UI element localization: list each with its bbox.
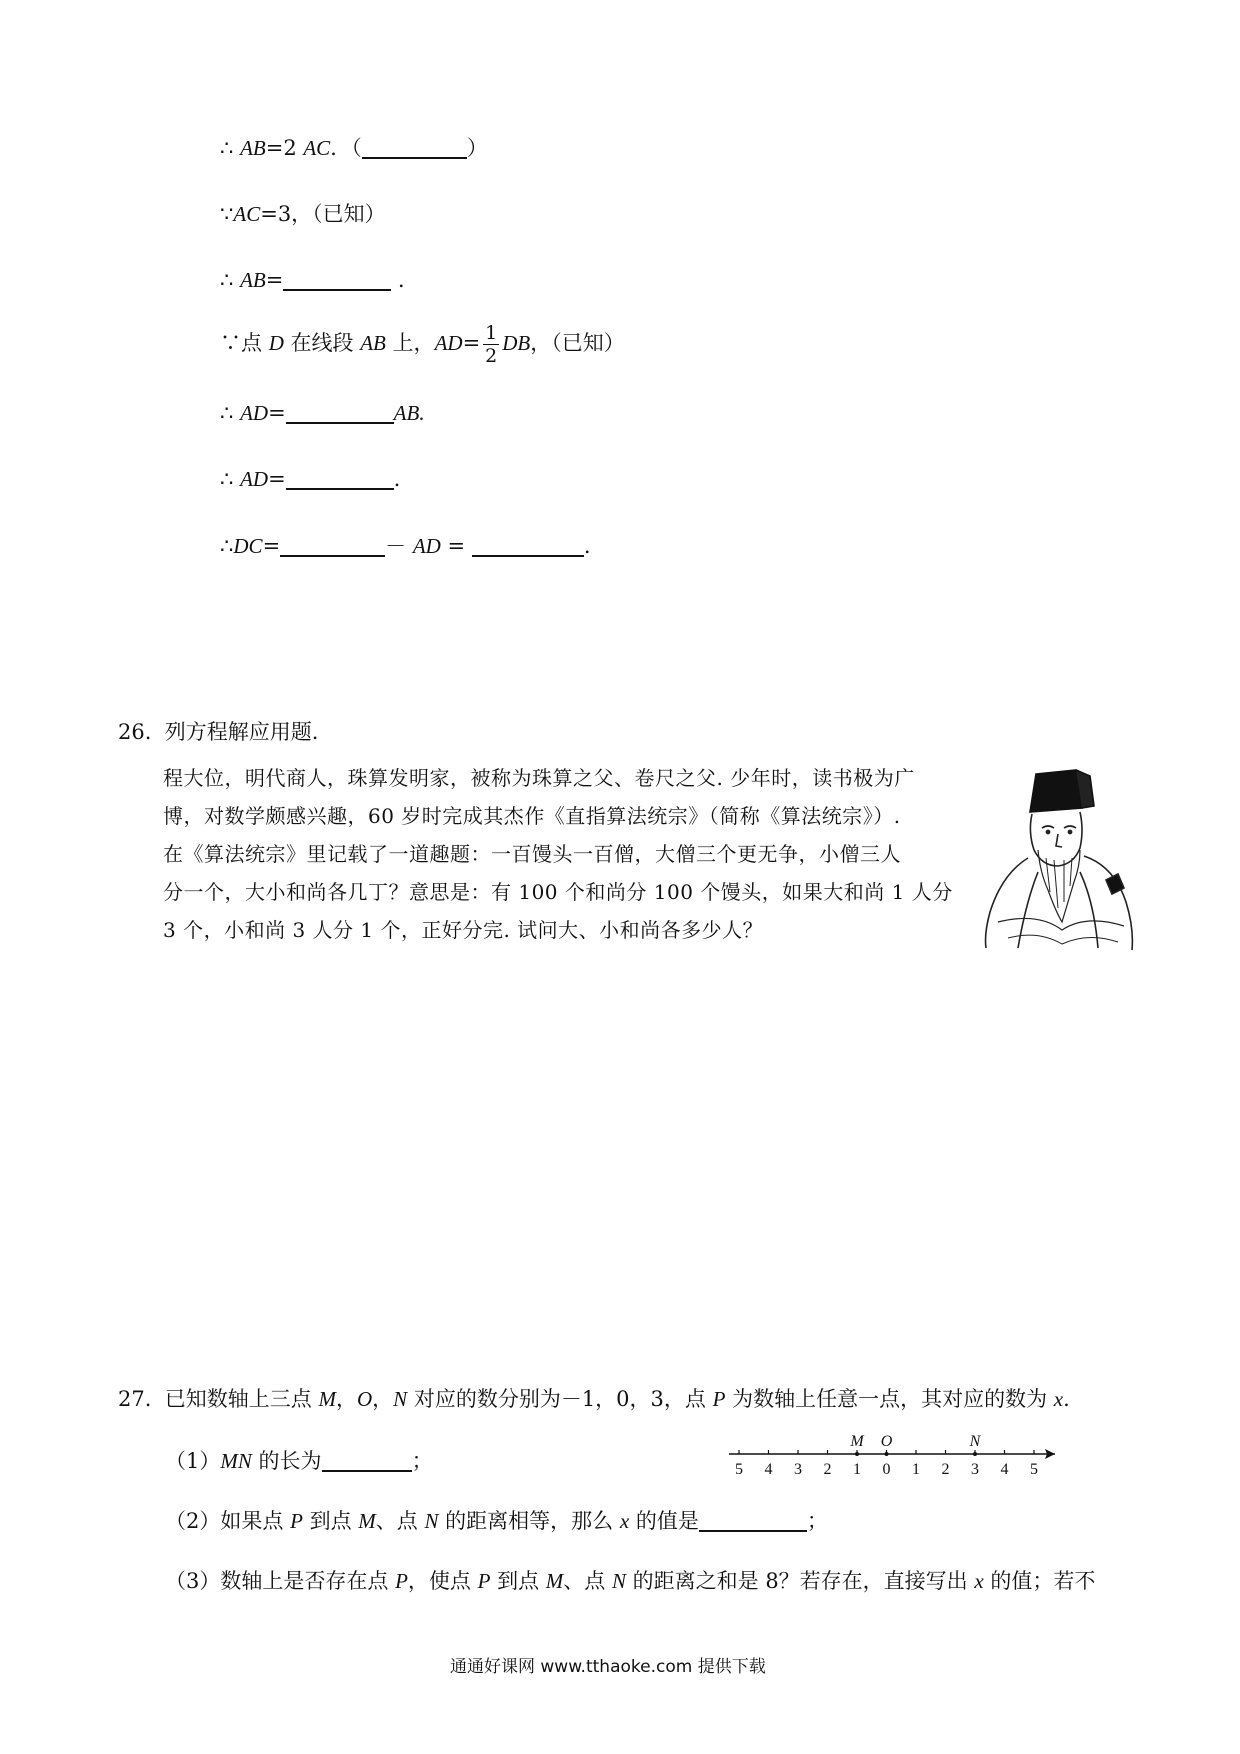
portrait-icon <box>978 762 1138 952</box>
because-symbol: ∵ <box>220 202 234 226</box>
q26-body <box>163 759 953 949</box>
answer-blank[interactable] <box>286 400 394 424</box>
number-line-tick-label: 3 <box>794 1461 802 1478</box>
therefore-symbol: ∴ <box>220 136 234 160</box>
number-line-tick-label: 3 <box>971 1461 979 1478</box>
number-line-tick-label: 5 <box>735 1461 743 1478</box>
q27-sub3: （3）数轴上是否存在点 P，使点 P 到点 M、点 N 的距离之和是 8？若存在，直接写出 x 的值；若不 <box>165 1569 1096 1593</box>
answer-blank[interactable] <box>286 466 394 490</box>
proof-line-6: ∴ AD= . <box>220 467 401 491</box>
fraction-one-half: $\frac{1}{2}$ <box>485 322 498 367</box>
number-line-tick-label: 4 <box>1000 1461 1009 1478</box>
proof-line-5: ∴ AD= AB. <box>220 401 425 425</box>
q26-line: 博，对数学颇感兴趣，60 岁时完成其杰作《直指算法统宗》（简称《算法统宗》）. <box>163 804 901 828</box>
question-number: 27. <box>118 1387 152 1411</box>
q27-sub2: （2）如果点 P 到点 M、点 N 的距离相等，那么 x 的值是 ； <box>165 1509 828 1533</box>
proof-line-7: ∴DC= － AD = . <box>220 534 591 558</box>
number-line-point-label: N <box>969 1433 981 1450</box>
number-line-point-label: M <box>850 1433 864 1450</box>
proof-line-2: ∵AC=3，（已知） <box>220 202 386 226</box>
question-number: 26. <box>118 720 152 744</box>
number-line-point <box>885 1452 889 1456</box>
proof-line-1: ∴ AB=2 AC．（ ） <box>220 136 488 160</box>
number-line-tick-label: 0 <box>882 1461 891 1478</box>
number-line-tick-label: 2 <box>823 1461 832 1478</box>
answer-blank[interactable] <box>362 135 467 159</box>
q26-line: 分一个，大小和尚各几丁？意思是：有 100 个和尚分 100 个馒头，如果大和尚 1 人分 <box>163 880 953 904</box>
q26-heading <box>118 717 318 747</box>
answer-blank[interactable] <box>280 533 385 557</box>
number-line-tick-label: 2 <box>941 1461 950 1478</box>
answer-blank[interactable] <box>699 1508 807 1532</box>
number-line-tick-label: 4 <box>764 1461 773 1478</box>
page-footer: 通通好课网 www.tthaoke.com 提供下载 <box>450 1657 766 1677</box>
number-line-tick-label: 5 <box>1030 1461 1038 1478</box>
q26-line: 程大位，明代商人，珠算发明家，被称为珠算之父、卷尺之父. 少年时，读书极为广 <box>163 766 915 790</box>
q26-line: 3 个，小和尚 3 人分 1 个，正好分完. 试问大、小和尚各多少人？ <box>163 918 764 942</box>
answer-blank[interactable] <box>283 267 391 291</box>
number-line-tick-label: 1 <box>912 1461 920 1478</box>
q27-stem: 27. 已知数轴上三点 M，O，N 对应的数分别为－1，0，3，点 P 为数轴上任意一点，其对应的数为 x. <box>118 1387 1070 1411</box>
q26-line: 在《算法统宗》里记载了一道趣题：一百馒头一百僧，大僧三个更无争，小僧三人 <box>163 842 901 866</box>
proof-line-4: ∵点 D 在线段 AB 上，AD= $\frac{1}{2}$ DB，（已知） <box>220 322 625 367</box>
number-line-point <box>973 1452 977 1456</box>
answer-blank[interactable] <box>322 1448 412 1472</box>
question-title: 列方程解应用题. <box>164 720 319 744</box>
q27-sub1: （1）MN 的长为 ； <box>165 1449 433 1473</box>
number-line <box>725 1424 1065 1488</box>
proof-line-3: ∴ AB= ． <box>220 268 420 292</box>
number-line-point-label: O <box>880 1433 893 1450</box>
number-line-point <box>855 1452 859 1456</box>
number-line-tick-label: 1 <box>853 1461 861 1478</box>
answer-blank[interactable] <box>472 533 584 557</box>
